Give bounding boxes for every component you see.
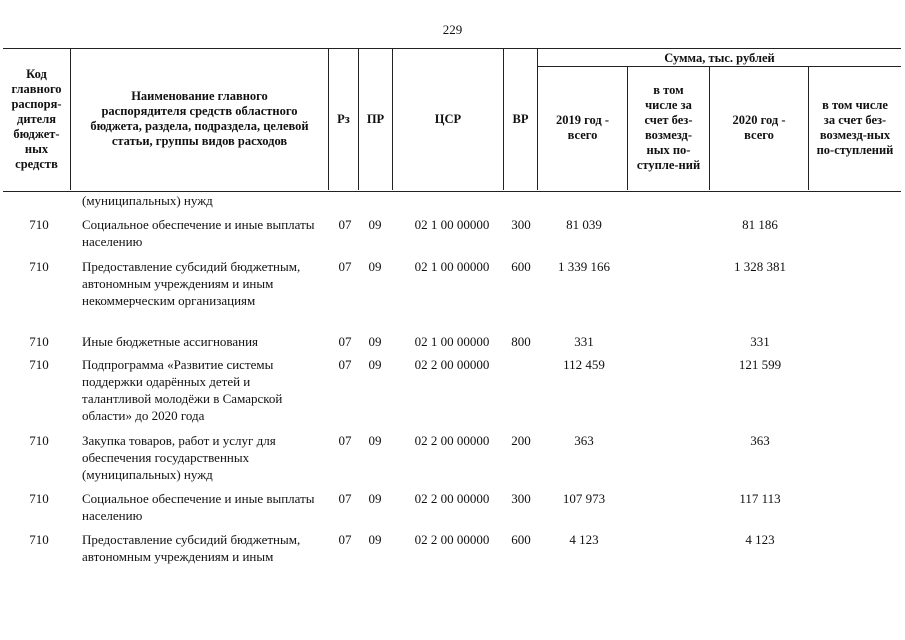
header-pr: ПР [366,111,385,126]
row-vr: 800 [511,334,531,349]
row-csr: 02 2 00 00000 [414,357,490,372]
row-sum-2020: 121 599 [738,357,782,372]
row-code: 710 [29,357,49,372]
header-2020-total: 2020 год - всего [732,113,786,142]
row-vr: 300 [511,491,531,506]
row-code: 710 [29,217,49,232]
row-vr: 600 [511,532,531,547]
header-2019-total: 2019 год - всего [556,113,609,142]
row-sum-2019: 4 123 [569,532,599,547]
row-rz: 07 [338,532,352,547]
row-code: 710 [29,259,49,274]
row-sum-2019: 1 339 166 [558,259,610,274]
row-pr: 09 [368,217,382,232]
row-code: 710 [29,532,49,547]
carry-over-text: (муниципальных) нужд [82,193,213,208]
row-sum-2019: 81 039 [566,217,602,232]
row-rz: 07 [338,334,352,349]
header-2020-free: в том числе за счет без-возмезд-ных по-ступлений [816,98,894,157]
row-sum-2019: 331 [574,334,594,349]
row-sum-2020: 81 186 [742,217,778,232]
row-vr: 200 [511,433,531,448]
row-sum-2020: 1 328 381 [734,259,786,274]
row-csr: 02 1 00 00000 [414,217,490,232]
row-rz: 07 [338,259,352,274]
row-code: 710 [29,334,49,349]
row-sum-2019: 112 459 [563,357,605,372]
row-name: Закупка товаров, работ и услуг для обеспечения государственных (муниципальных) нужд [82,433,276,482]
row-sum-2019: 363 [574,433,594,448]
row-name: Подпрограмма «Развитие системы поддержки одарённых детей и талантливой молодёжи в Самарской области» до 2020 года [82,357,283,423]
row-rz: 07 [338,433,352,448]
header-2019-free: в том числе за счет без-возмезд-ных по-ступле-ний [636,83,701,172]
row-csr: 02 2 00 00000 [414,433,490,448]
row-pr: 09 [368,532,382,547]
header-sum: Сумма, тыс. рублей [664,50,775,65]
row-name: Иные бюджетные ассигнования [82,334,259,349]
row-csr: 02 2 00 00000 [414,532,490,547]
row-pr: 09 [368,491,382,506]
row-pr: 09 [368,334,382,349]
row-csr: 02 1 00 00000 [414,334,490,349]
row-rz: 07 [338,357,352,372]
row-sum-2020: 4 123 [745,532,775,547]
header-csr: ЦСР [434,111,462,126]
row-name: Социальное обеспечение и иные выплаты населению [82,491,315,523]
row-pr: 09 [368,357,382,372]
row-code: 710 [29,491,49,506]
row-vr: 600 [511,259,531,274]
row-csr: 02 1 00 00000 [414,259,490,274]
row-sum-2020: 117 113 [739,491,781,506]
row-code: 710 [29,433,49,448]
row-rz: 07 [338,217,352,232]
row-sum-2020: 331 [750,334,770,349]
row-pr: 09 [368,433,382,448]
row-name: Предоставление субсидий бюджетным, автономным учреждениям и иным некоммерческим организациям [82,259,301,308]
row-rz: 07 [338,491,352,506]
row-name: Предоставление субсидий бюджетным, автономным учреждениям и иным [82,532,301,564]
row-csr: 02 2 00 00000 [414,491,490,506]
row-sum-2020: 363 [750,433,770,448]
header-code: Код главного распоря-дителя бюджет-ных средств [11,66,62,171]
row-pr: 09 [368,259,382,274]
row-name: Социальное обеспечение и иные выплаты населению [82,217,315,249]
row-vr: 300 [511,217,531,232]
header-rz: Рз [337,111,350,126]
page-number: 229 [442,22,463,37]
header-name: Наименование главного распорядителя средств областного бюджета, раздела, подраздела, целевой статьи, группы видов расходов [90,89,309,148]
row-sum-2019: 107 973 [562,491,606,506]
header-vr: ВР [512,111,529,126]
